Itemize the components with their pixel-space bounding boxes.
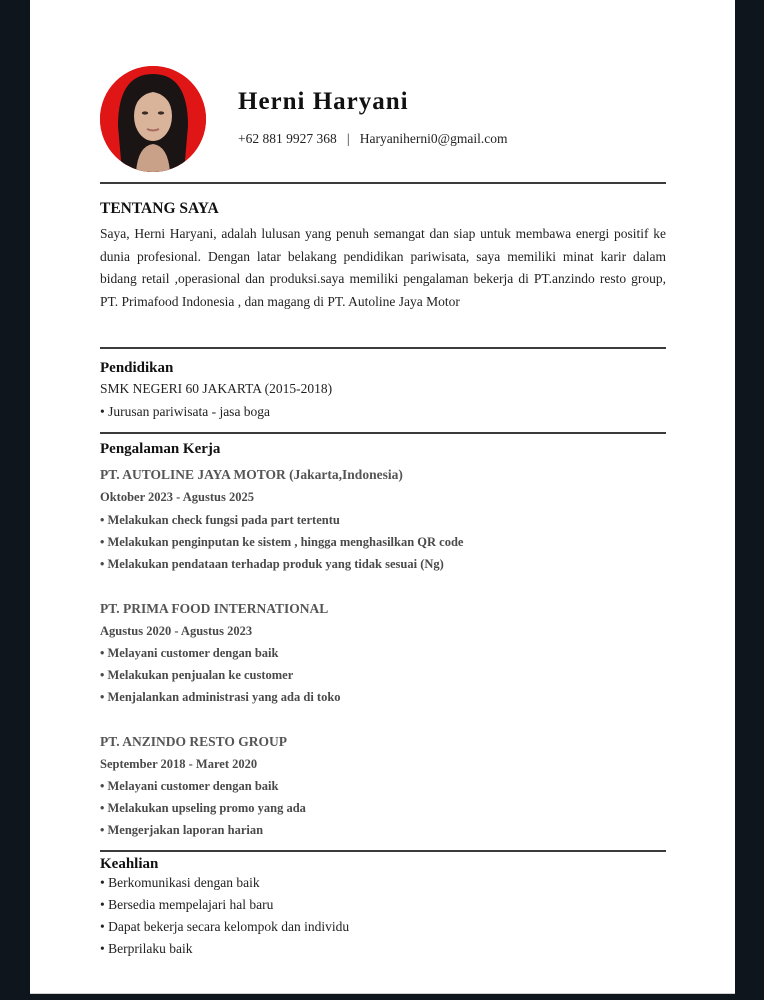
job-bullet: • Melayani customer dengan baik [100, 646, 279, 660]
job-period: Oktober 2023 - Agustus 2025 [100, 490, 254, 504]
contact-separator: | [346, 131, 350, 146]
job-company: PT. PRIMA FOOD INTERNATIONAL [100, 601, 329, 616]
divider [100, 432, 666, 434]
education-bullet: • Jurusan pariwisata - jasa boga [100, 404, 271, 419]
job-period: Agustus 2020 - Agustus 2023 [100, 624, 253, 638]
profile-photo [100, 66, 206, 172]
resume-page [30, 0, 735, 993]
job-bullet: • Melakukan pendataan terhadap produk yang tidak sesuai (Ng) [100, 557, 444, 571]
experience-title: Pengalaman Kerja [100, 441, 221, 457]
email-address: Haryaniherni0@gmail.com [359, 131, 508, 146]
education-school: SMK NEGERI 60 JAKARTA (2015-2018) [100, 381, 333, 396]
skills-title: Keahlian [100, 856, 159, 872]
profile-name: Herni Haryani [238, 88, 409, 115]
job-company: PT. AUTOLINE JAYA MOTOR (Jakarta,Indonesia) [100, 467, 403, 482]
divider [100, 347, 666, 349]
job-bullet: • Menjalankan administrasi yang ada di toko [100, 690, 341, 704]
divider [100, 182, 666, 184]
skill-item: • Berprilaku baik [100, 941, 193, 956]
divider [100, 850, 666, 852]
profile-header [100, 66, 666, 176]
about-title: TENTANG SAYA [100, 200, 219, 217]
job-bullet: • Melakukan upseling promo yang ada [100, 801, 306, 815]
job-bullet: • Melakukan check fungsi pada part tertentu [100, 513, 340, 527]
job-company: PT. ANZINDO RESTO GROUP [100, 734, 288, 749]
job-bullet: • Melayani customer dengan baik [100, 779, 279, 793]
person-photo-icon [100, 66, 206, 172]
contact-line [238, 131, 507, 147]
skill-item: • Dapat bekerja secara kelompok dan individu [100, 919, 350, 934]
job-bullet: • Mengerjakan laporan harian [100, 823, 264, 837]
about-text: Saya, Herni Haryani, adalah lulusan yang penuh semangat dan siap untuk membawa energi positif ke dunia profesional. Dengan latar belakang pendidikan pariwisata, saya memiliki minat karir dalam bidang retail ,operasional dan produksi.saya memiliki pengalaman bekerja di PT.anzindo resto group, PT. Primafood Indonesia , dan magang di PT. Autoline Jaya Motor [100, 226, 666, 309]
phone-number: +62 881 9927 368 [238, 131, 337, 146]
skill-item: • Bersedia mempelajari hal baru [100, 897, 274, 912]
job-bullet: • Melakukan penjualan ke customer [100, 668, 294, 682]
skill-item: • Berkomunikasi dengan baik [100, 875, 260, 890]
job-bullet: • Melakukan penginputan ke sistem , hingga menghasilkan QR code [100, 535, 464, 549]
job-period: September 2018 - Maret 2020 [100, 757, 258, 771]
education-title: Pendidikan [100, 360, 174, 376]
